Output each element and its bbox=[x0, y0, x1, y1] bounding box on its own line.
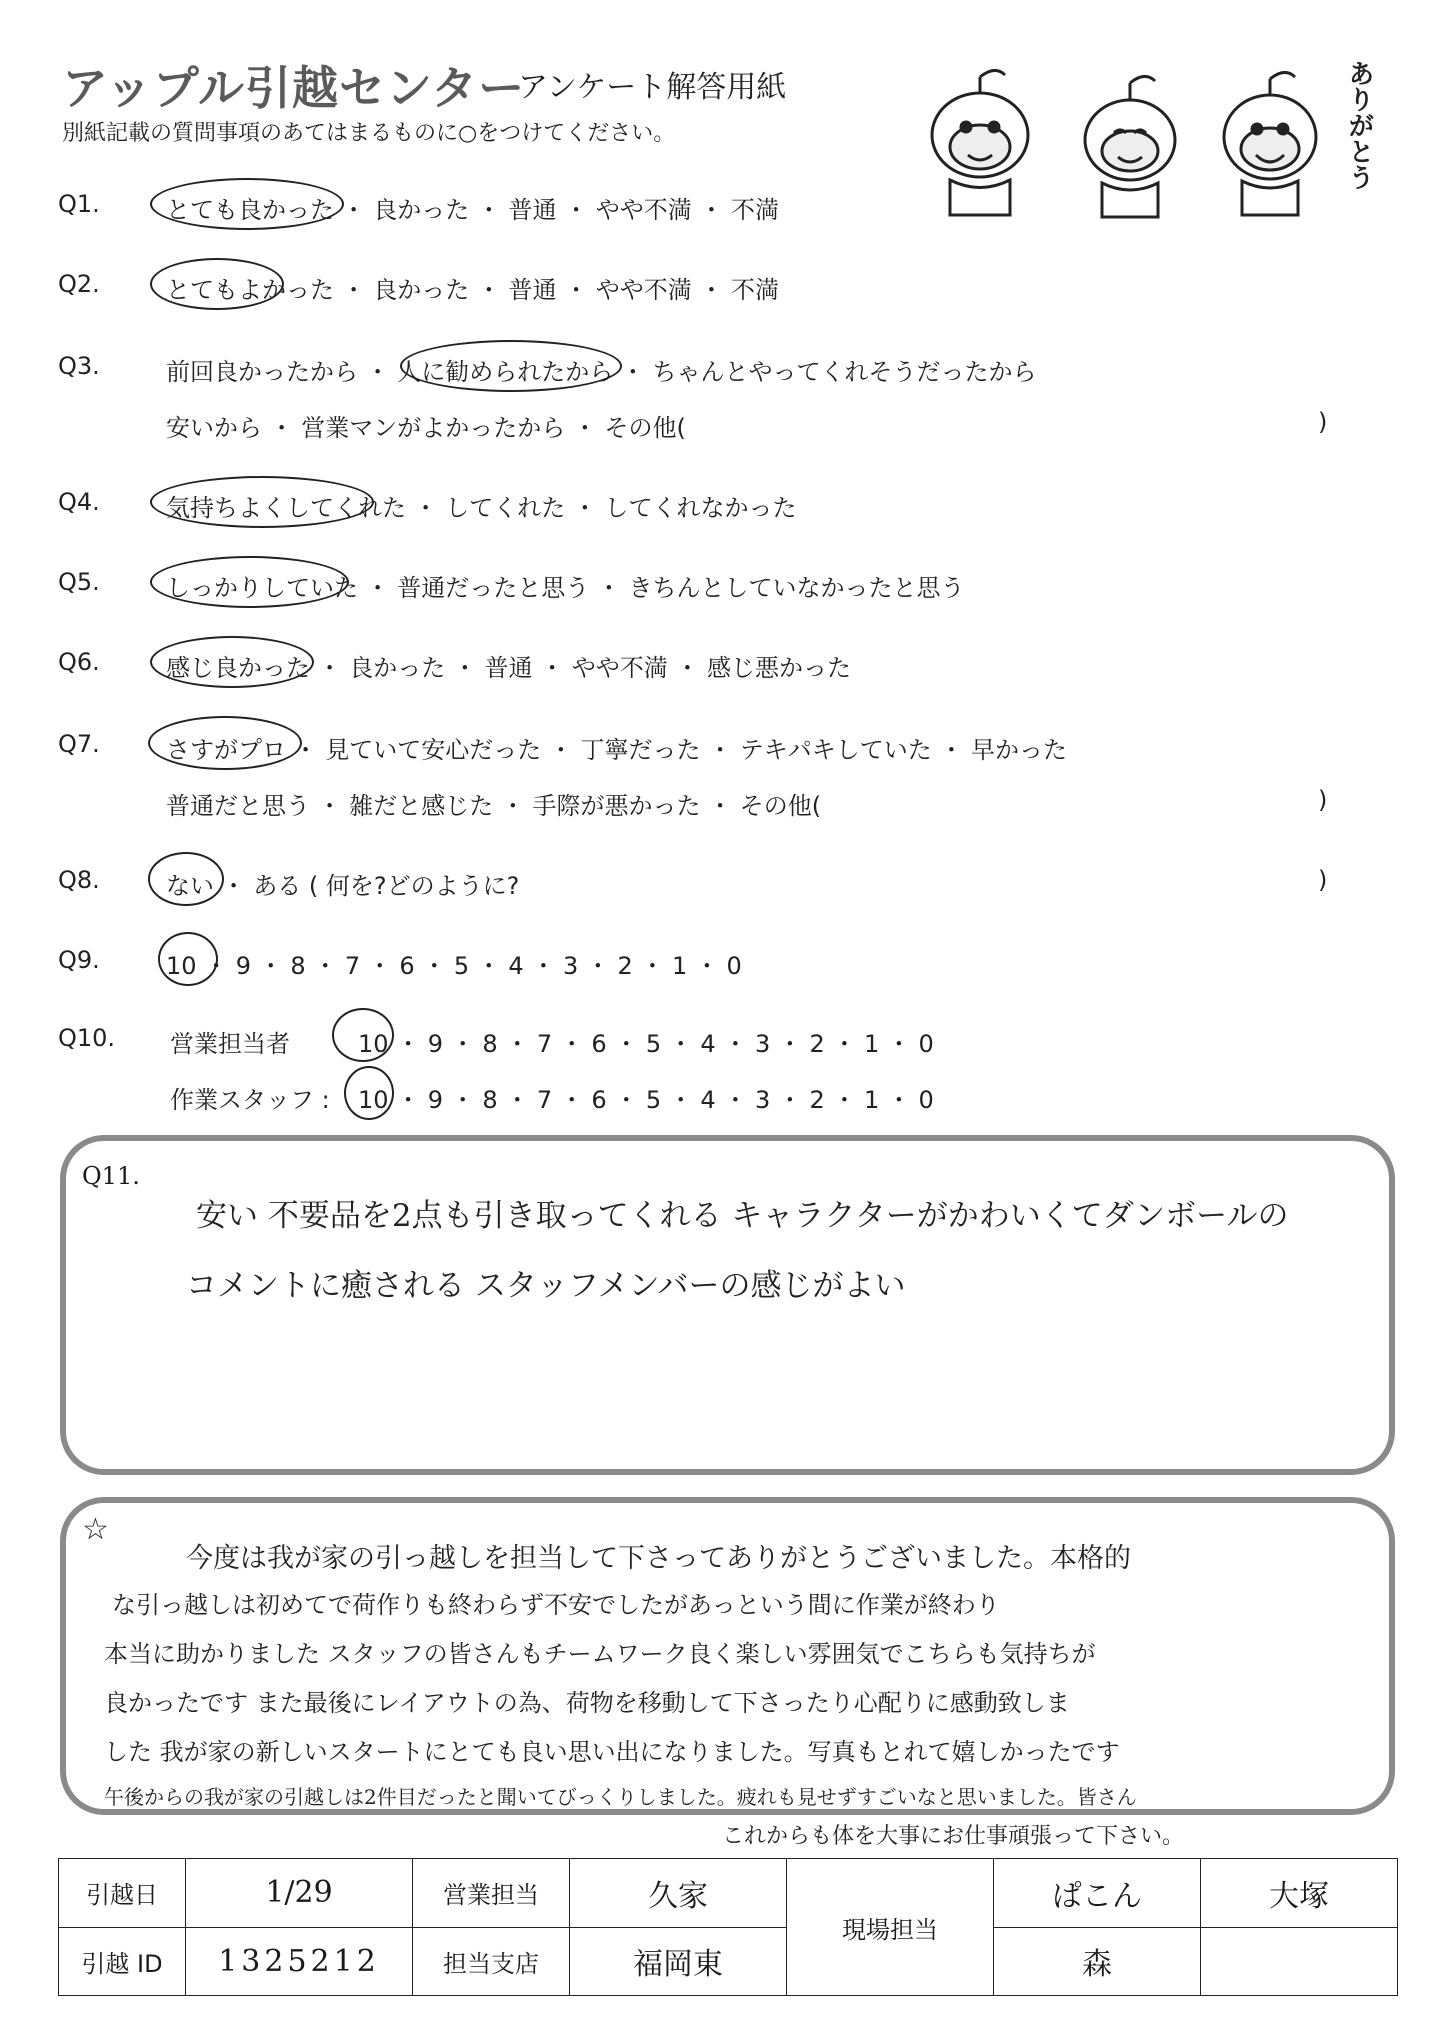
site-staff-empty-cell bbox=[1201, 1927, 1398, 1996]
q9-scale: 10 ・ 9 ・ 8 ・ 7 ・ 6 ・ 5 ・ 4 ・ 3 ・ 2 ・ 1 ・ 0 bbox=[166, 952, 742, 980]
form-subtitle: アンケート解答用紙 bbox=[518, 70, 787, 105]
q11-answer-line1: 安い 不要品を2点も引き取ってくれる キャラクターがかわいくてダンボールの bbox=[196, 1198, 1289, 1234]
star-icon: ☆ bbox=[82, 1512, 109, 1547]
q7-label: Q7. bbox=[58, 730, 100, 758]
instruction-text: 別紙記載の質問事項のあてはまるものに○をつけてください。 bbox=[62, 121, 676, 146]
branch-label: 担当支店 bbox=[413, 1927, 570, 1996]
q8-label: Q8. bbox=[58, 866, 100, 894]
q10-label: Q10. bbox=[58, 1024, 116, 1052]
q3-options-line1: 前回良かったから ・ 人に勧められたから ・ ちゃんとやってくれそうだったから bbox=[166, 358, 1037, 386]
q7-options-line1: さすがプロ ・ 見ていて安心だった ・ 丁寧だった ・ テキパキしていた ・ 早かった bbox=[166, 736, 1068, 764]
q8-options: ない ・ ある ( 何を?どのように? bbox=[166, 872, 520, 900]
q5-label: Q5. bbox=[58, 568, 100, 596]
q10-staff-scale: 10 ・ 9 ・ 8 ・ 7 ・ 6 ・ 5 ・ 4 ・ 3 ・ 2 ・ 1 ・ 0 bbox=[358, 1086, 934, 1114]
q3-options-line2: 安いから ・ 営業マンがよかったから ・ その他( bbox=[166, 414, 686, 442]
q6-options: 感じ良かった ・ 良かった ・ 普通 ・ やや不満 ・ 感じ悪かった bbox=[166, 654, 852, 682]
q6-answer-circle bbox=[150, 636, 314, 688]
move-info-table bbox=[58, 1858, 1398, 1996]
q10-sales-label: 営業担当者 bbox=[170, 1030, 290, 1058]
comment-line-3: 本当に助かりました スタッフの皆さんもチームワーク良く楽しい雰囲気でこちらも気持ちが bbox=[104, 1640, 1096, 1668]
monkey-mascot-3 bbox=[1224, 72, 1316, 215]
q5-options: しっかりしていた ・ 普通だったと思う ・ きちんとしていなかったと思う bbox=[166, 574, 965, 602]
comment-line-7: これからも体を大事にお仕事頑張って下さい。 bbox=[722, 1824, 1185, 1849]
sales-rep-label: 営業担当 bbox=[413, 1859, 570, 1928]
q9-label: Q9. bbox=[58, 946, 100, 974]
move-date-value: 1/29 bbox=[186, 1859, 413, 1928]
q10-staff-answer-circle bbox=[344, 1066, 394, 1120]
site-staff-value-2: 大塚 bbox=[1201, 1859, 1398, 1928]
monkey-mascot-1 bbox=[932, 70, 1028, 215]
q10-staff-label: 作業スタッフ : bbox=[170, 1086, 330, 1114]
site-staff-value-3: 森 bbox=[994, 1927, 1201, 1996]
monkey-mascot-2 bbox=[1085, 76, 1175, 217]
comment-line-4: 良かったです また最後にレイアウトの為、荷物を移動して下さったり心配りに感動致しま bbox=[104, 1689, 1070, 1717]
q10-sales-scale: 10 ・ 9 ・ 8 ・ 7 ・ 6 ・ 5 ・ 4 ・ 3 ・ 2 ・ 1 ・ 0 bbox=[358, 1030, 934, 1058]
move-id-label: 引越 ID bbox=[59, 1927, 186, 1996]
q11-comment-box bbox=[60, 1135, 1395, 1475]
q1-options: とても良かった ・ 良かった ・ 普通 ・ やや不満 ・ 不満 bbox=[166, 196, 780, 224]
q3-label: Q3. bbox=[58, 352, 100, 380]
brand-title: アップル引越センター bbox=[62, 61, 526, 115]
q10-sales-answer-circle bbox=[332, 1008, 394, 1062]
q7-options-line2: 普通だと思う ・ 雑だと感じた ・ 手際が悪かった ・ その他( bbox=[166, 792, 822, 820]
q4-label: Q4. bbox=[58, 488, 100, 516]
q4-options: 気持ちよくしてくれた ・ してくれた ・ してくれなかった bbox=[166, 494, 797, 522]
q11-answer-line2: コメントに癒される スタッフメンバーの感じがよい bbox=[186, 1268, 906, 1304]
comment-line-6: 午後からの我が家の引越しは2件目だったと聞いてびっくりしました。疲れも見せずすごいなと思いました。皆さん bbox=[104, 1785, 1137, 1809]
move-id-value: 1325212 bbox=[186, 1927, 413, 1996]
q3-answer-circle bbox=[400, 340, 622, 392]
q7-answer-circle bbox=[148, 716, 302, 770]
comment-line-5: した 我が家の新しいスタートにとても良い思い出になりました。写真もとれて嬉しかったです bbox=[104, 1738, 1120, 1766]
q5-answer-circle bbox=[150, 556, 349, 608]
comment-line-2: な引っ越しは初めてで荷作りも終わらず不安でしたがあっという間に作業が終わり bbox=[112, 1591, 1000, 1619]
q9-answer-circle bbox=[158, 932, 218, 986]
q3-close-paren: ) bbox=[1318, 408, 1328, 436]
q8-answer-circle bbox=[148, 852, 224, 906]
site-staff-value-1: ぱこん bbox=[994, 1859, 1201, 1928]
thanks-text: ありがとう bbox=[1344, 60, 1374, 190]
q11-label: Q11. bbox=[82, 1162, 140, 1190]
q6-label: Q6. bbox=[58, 648, 100, 676]
q1-label: Q1. bbox=[58, 190, 100, 218]
move-date-label: 引越日 bbox=[59, 1859, 186, 1928]
q2-answer-circle bbox=[150, 258, 284, 310]
comment-line-1: 今度は我が家の引っ越しを担当して下さってありがとうございました。本格的 bbox=[186, 1543, 1131, 1574]
q4-answer-circle bbox=[150, 476, 374, 528]
sales-rep-value: 久家 bbox=[570, 1859, 787, 1928]
q2-label: Q2. bbox=[58, 270, 100, 298]
q7-close-paren: ) bbox=[1318, 786, 1328, 814]
q1-answer-circle bbox=[150, 178, 344, 230]
mascot-illustration bbox=[880, 55, 1400, 225]
q2-options: とてもよかった ・ 良かった ・ 普通 ・ やや不満 ・ 不満 bbox=[166, 276, 780, 304]
site-staff-label: 現場担当 bbox=[787, 1859, 994, 1996]
branch-value: 福岡東 bbox=[570, 1927, 787, 1996]
q8-close-paren: ) bbox=[1318, 866, 1328, 894]
